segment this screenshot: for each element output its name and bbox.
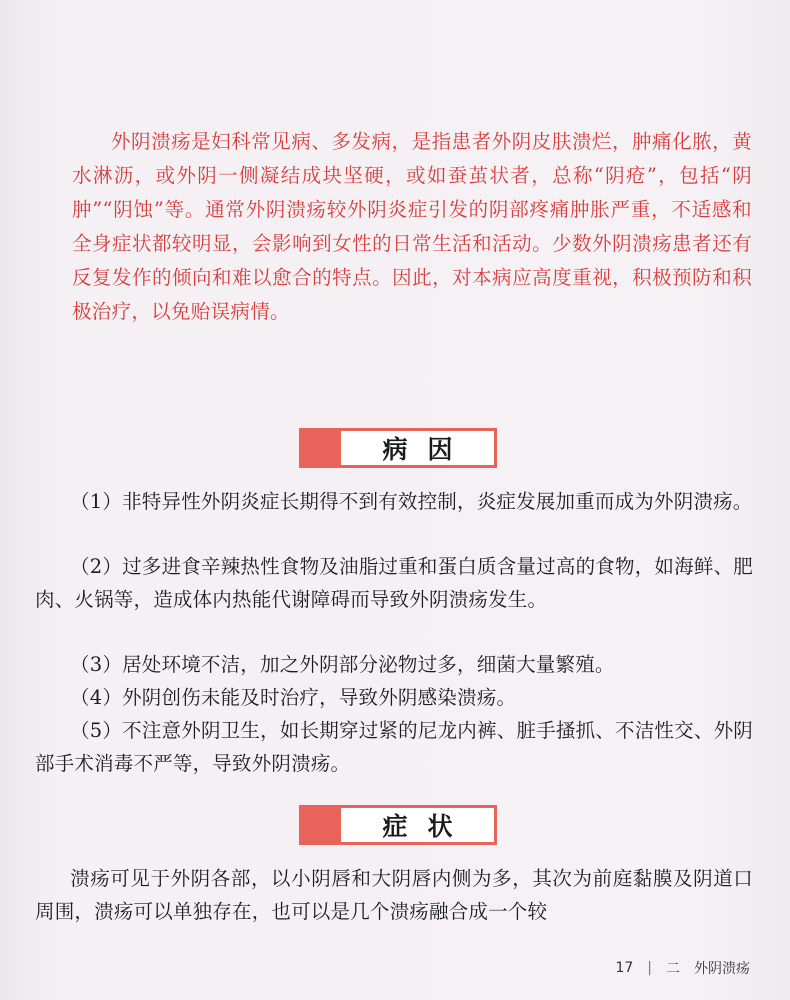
cause-item-1: （1）非特异性外阴炎症长期得不到有效控制，炎症发展加重而成为外阴溃疡。 [70, 490, 753, 513]
heading-accent-bar [299, 428, 341, 468]
page-number: 17 [615, 960, 634, 976]
footer-separator: | [647, 960, 652, 976]
chapter-title: 外阴溃疡 [694, 961, 750, 977]
cause-item-5: （5）不注意外阴卫生，如长期穿过紧的尼龙内裤、脏手搔抓、不洁性交、外阴部手术消毒不严等，导致外阴溃疡。 [35, 719, 753, 775]
symptom-paragraph: 溃疡可见于外阴各部，以小阴唇和大阴唇内侧为多，其次为前庭黏膜及阴道口周围，溃疡可以单独存在，也可以是几个溃疡融合成一个较 [35, 867, 753, 923]
heading-title: 病因 [341, 428, 497, 468]
section-heading-symptom [299, 805, 497, 845]
intro-paragraph: 外阴溃疡是妇科常见病、多发病，是指患者外阴皮肤溃烂，肿痛化脓，黄水淋沥，或外阴一侧凝结成块坚硬，或如蚕茧状者，总称“阴疮”，包括“阴肿”“阴蚀”等。通常外阴溃疡较外阴炎症引发的阴部疼痛肿胀严重，不适感和全身症状都较明显，会影响到女性的日常生活和活动。少数外阴溃疡患者还有反复发作的倾向和难以愈合的特点。因此，对本病应高度重视，积极预防和积极治疗，以免贻误病情。 [72, 130, 752, 323]
heading-accent-bar [299, 805, 341, 845]
page-footer [615, 958, 750, 978]
cause-item-2: （2）过多进食辛辣热性食物及油脂过重和蛋白质含量过高的食物，如海鲜、肥肉、火锅等，造成体内热能代谢障碍而导致外阴溃疡发生。 [35, 555, 753, 611]
heading-title: 症状 [341, 805, 497, 845]
cause-item-4: （4）外阴创伤未能及时治疗，导致外阴感染溃疡。 [70, 686, 517, 709]
section-heading-cause [299, 428, 497, 468]
chapter-number: 二 [666, 961, 680, 977]
cause-item-3: （3）居处环境不洁，加之外阴部分泌物过多，细菌大量繁殖。 [70, 653, 615, 676]
